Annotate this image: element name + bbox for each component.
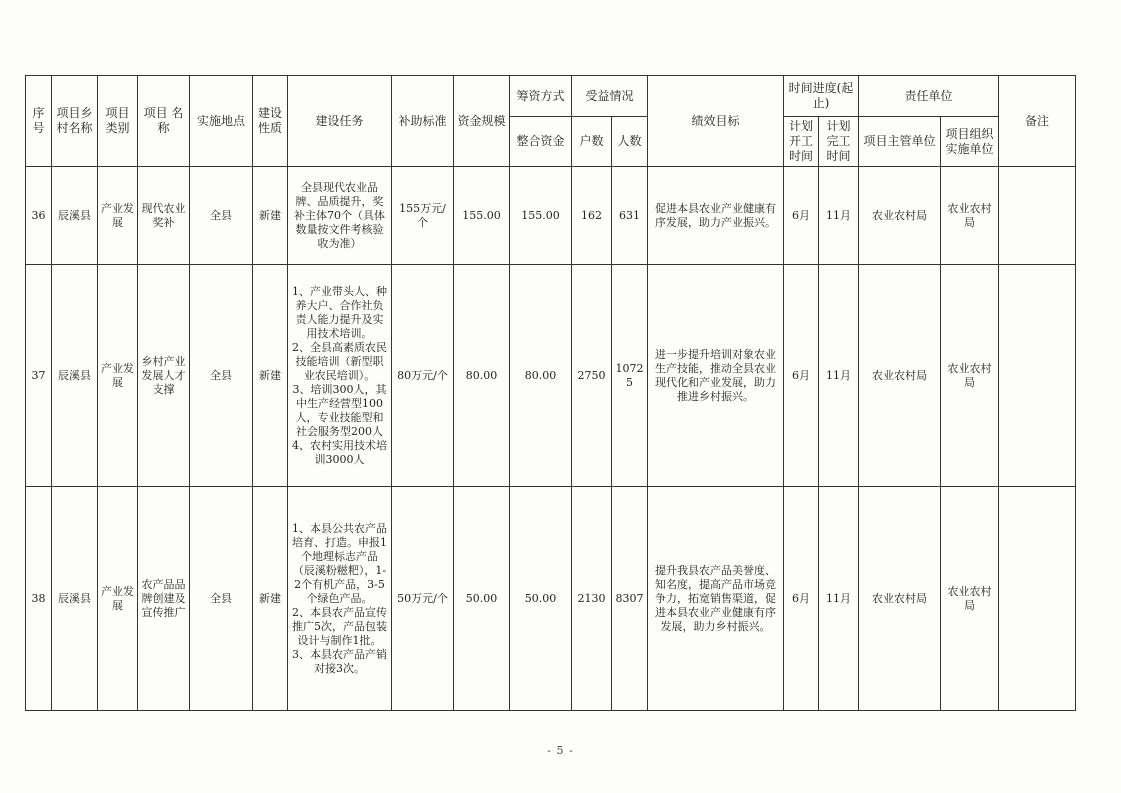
cell-note: [999, 265, 1076, 487]
cell-people: 8307: [612, 487, 648, 711]
cell-end: 11月: [819, 265, 859, 487]
header-subsidy: 补助标准: [392, 76, 454, 167]
cell-seq: 36: [26, 167, 52, 265]
cell-scale: 155.00: [454, 167, 510, 265]
cell-implementer: 农业农村局: [941, 265, 999, 487]
cell-goal: 提升我县农产品美誉度、知名度，提高产品市场竞争力，拓宽销售渠道，促进本县农业产业健康有序发展，助力乡村振兴。: [648, 487, 784, 711]
cell-village: 辰溪县: [52, 487, 98, 711]
table-row: [26, 265, 1076, 487]
cell-supervisor: 农业农村局: [859, 487, 941, 711]
cell-subsidy: 50万元/个: [392, 487, 454, 711]
cell-start: 6月: [784, 487, 819, 711]
header-people: 人数: [612, 117, 648, 167]
cell-nature: 新建: [253, 487, 288, 711]
header-implementer: 项目组织实施单位: [941, 117, 999, 167]
cell-location: 全县: [190, 265, 253, 487]
cell-supervisor: 农业农村局: [859, 265, 941, 487]
cell-scale: 80.00: [454, 265, 510, 487]
header-responsible: 责任单位: [859, 76, 999, 117]
cell-task: 1、产业带头人、种养大户、合作社负责人能力提升及实用技术培训。 2、全县高素质农民技能培训（新型职业农民培训）。 3、培训300人，其中生产经营型100人，专业技能型和社会服务型200人 4、农村实用技术培训3000人: [288, 265, 392, 487]
project-table: [25, 75, 1076, 711]
header-end: 计划完工时间: [819, 117, 859, 167]
cell-seq: 37: [26, 265, 52, 487]
cell-households: 2130: [572, 487, 612, 711]
cell-integrated: 155.00: [510, 167, 572, 265]
header-households: 户数: [572, 117, 612, 167]
header-location: 实施地点: [190, 76, 253, 167]
cell-task: 全县现代农业品牌、品质提升，奖补主体70个（具体数量按文件考核验收为准）: [288, 167, 392, 265]
cell-name: 农产品品牌创建及宣传推广: [138, 487, 190, 711]
header-start: 计划开工时间: [784, 117, 819, 167]
cell-note: [999, 487, 1076, 711]
cell-category: 产业发展: [98, 265, 138, 487]
header-funding: 筹资方式: [510, 76, 572, 117]
header-nature: 建设性质: [253, 76, 288, 167]
header-village: 项目乡村名称: [52, 76, 98, 167]
header-schedule: 时间进度(起止): [784, 76, 859, 117]
cell-integrated: 80.00: [510, 265, 572, 487]
header-supervisor: 项目主管单位: [859, 117, 941, 167]
cell-name: 现代农业奖补: [138, 167, 190, 265]
cell-category: 产业发展: [98, 487, 138, 711]
cell-start: 6月: [784, 265, 819, 487]
cell-task: 1、本县公共农产品培育、打造。申报1个地理标志产品（辰溪粉糍粑），1-2个有机产品，3-5个绿色产品。 2、本县农产品宣传推广5次，产品包装设计与制作1批。 3、本县农产品产销对接3次。: [288, 487, 392, 711]
table-row: [26, 167, 1076, 265]
header-goal: 绩效目标: [648, 76, 784, 167]
cell-implementer: 农业农村局: [941, 167, 999, 265]
cell-category: 产业发展: [98, 167, 138, 265]
cell-nature: 新建: [253, 167, 288, 265]
cell-start: 6月: [784, 167, 819, 265]
header-integrated: 整合资金: [510, 117, 572, 167]
cell-people: 631: [612, 167, 648, 265]
cell-location: 全县: [190, 487, 253, 711]
cell-integrated: 50.00: [510, 487, 572, 711]
cell-end: 11月: [819, 487, 859, 711]
cell-people: 10725: [612, 265, 648, 487]
cell-households: 162: [572, 167, 612, 265]
cell-subsidy: 155万元/个: [392, 167, 454, 265]
header-seq: 序号: [26, 76, 52, 167]
header-row-1: [26, 76, 1076, 117]
header-scale: 资金规模: [454, 76, 510, 167]
header-task: 建设任务: [288, 76, 392, 167]
cell-note: [999, 167, 1076, 265]
cell-seq: 38: [26, 487, 52, 711]
cell-households: 2750: [572, 265, 612, 487]
page-number: - 5 -: [547, 744, 574, 757]
cell-subsidy: 80万元/个: [392, 265, 454, 487]
cell-implementer: 农业农村局: [941, 487, 999, 711]
header-note: 备注: [999, 76, 1076, 167]
cell-supervisor: 农业农村局: [859, 167, 941, 265]
cell-village: 辰溪县: [52, 265, 98, 487]
cell-goal: 促进本县农业产业健康有序发展，助力产业振兴。: [648, 167, 784, 265]
table-row: [26, 487, 1076, 711]
cell-nature: 新建: [253, 265, 288, 487]
header-category: 项目类别: [98, 76, 138, 167]
cell-scale: 50.00: [454, 487, 510, 711]
cell-goal: 进一步提升培训对象农业生产技能，推动全县农业现代化和产业发展，助力推进乡村振兴。: [648, 265, 784, 487]
cell-village: 辰溪县: [52, 167, 98, 265]
cell-end: 11月: [819, 167, 859, 265]
header-name: 项目 名称: [138, 76, 190, 167]
cell-name: 乡村产业发展人才支撑: [138, 265, 190, 487]
cell-location: 全县: [190, 167, 253, 265]
header-benefit: 受益情况: [572, 76, 648, 117]
